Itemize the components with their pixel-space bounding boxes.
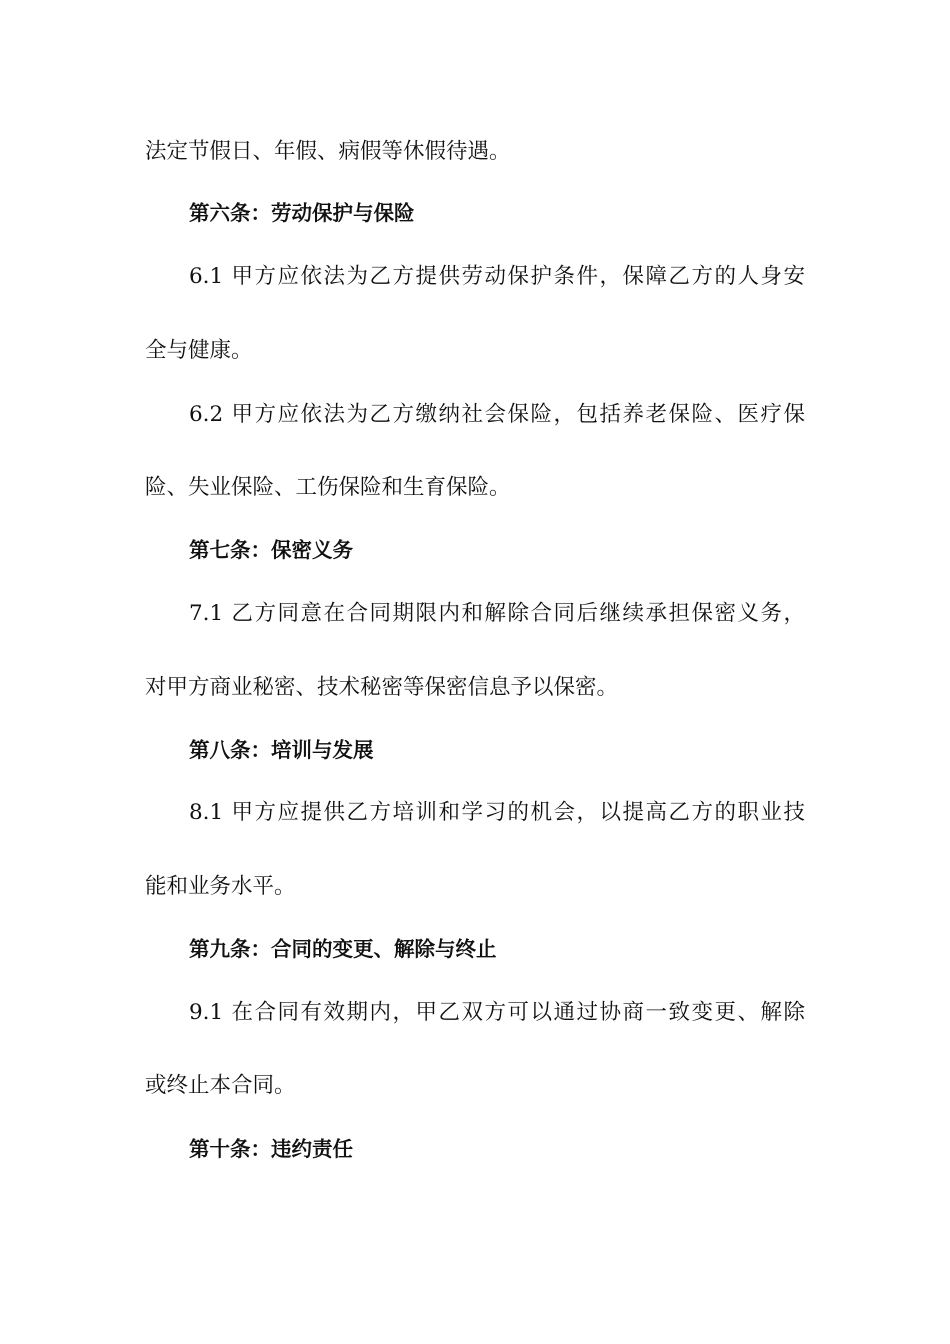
paragraph-continuation: 法定节假日、年假、病假等休假待遇。 — [145, 139, 511, 164]
section-heading-7: 第七条：保密义务 — [189, 538, 353, 562]
section-heading-6: 第六条：劳动保护与保险 — [189, 201, 415, 225]
clause-9-1-line-2: 或终止本合同。 — [145, 1073, 296, 1098]
clause-6-1-line-2: 全与健康。 — [145, 338, 253, 363]
clause-8-1-line-2: 能和业务水平。 — [145, 874, 296, 899]
section-heading-10: 第十条：违约责任 — [189, 1137, 353, 1161]
clause-7-1-line-1: 7.1 乙方同意在合同期限内和解除合同后继续承担保密义务， — [189, 601, 805, 626]
clause-9-1-line-1: 9.1 在合同有效期内，甲乙双方可以通过协商一致变更、解除 — [189, 1000, 805, 1025]
clause-8-1-line-1: 8.1 甲方应提供乙方培训和学习的机会，以提高乙方的职业技 — [189, 800, 805, 825]
clause-7-1-line-2: 对甲方商业秘密、技术秘密等保密信息予以保密。 — [145, 675, 619, 700]
clause-6-1-line-1: 6.1 甲方应依法为乙方提供劳动保护条件，保障乙方的人身安 — [189, 264, 805, 289]
section-heading-9: 第九条：合同的变更、解除与终止 — [189, 937, 497, 961]
clause-6-2-line-2: 险、失业保险、工伤保险和生育保险。 — [145, 475, 511, 500]
clause-6-2-line-1: 6.2 甲方应依法为乙方缴纳社会保险，包括养老保险、医疗保 — [189, 402, 805, 427]
section-heading-8: 第八条：培训与发展 — [189, 738, 374, 762]
